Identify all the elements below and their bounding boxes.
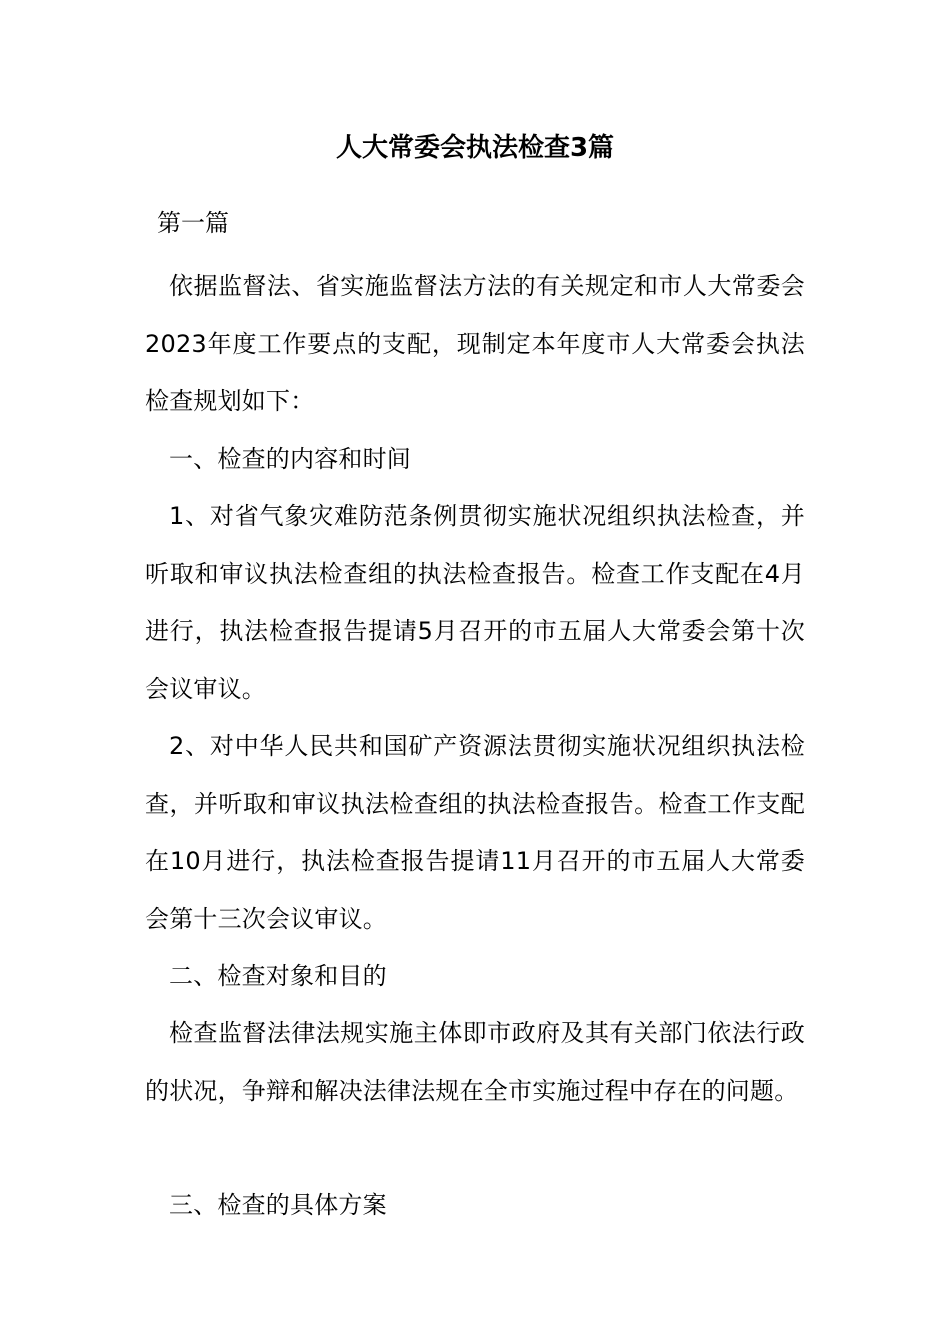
- heading-inspection-objects-purpose: 二、检查对象和目的: [169, 962, 387, 990]
- objective-paragraph: 检查监督法律法规实施主体即市政府及其有关部门依法行政的状况，争辩和解决法律法规在全市实施过程中存在的问题。: [145, 1019, 805, 1105]
- intro-paragraph: 依据监督法、省实施监督法方法的有关规定和市人大常委会2023年度工作要点的支配，现制定本年度市人大常委会执法检查规划如下：: [145, 272, 805, 416]
- item-1-paragraph: 1、对省气象灾难防范条例贯彻实施状况组织执法检查，并听取和审议执法检查组的执法检查报告。检查工作支配在4月进行，执法检查报告提请5月召开的市五届人大常委会第十次会议审议。: [145, 502, 805, 703]
- item-2-paragraph: 2、对中华人民共和国矿产资源法贯彻实施状况组织执法检查，并听取和审议执法检查组的执法检查报告。检查工作支配在10月进行，执法检查报告提请11月召开的市五届人大常委会第十三次会议审议。: [145, 732, 805, 933]
- heading-inspection-content-time: 一、检查的内容和时间: [169, 445, 411, 473]
- section-label: 第一篇: [157, 209, 229, 237]
- heading-specific-plan: 三、检查的具体方案: [169, 1191, 387, 1219]
- document-title: 人大常委会执法检查3篇: [335, 133, 615, 163]
